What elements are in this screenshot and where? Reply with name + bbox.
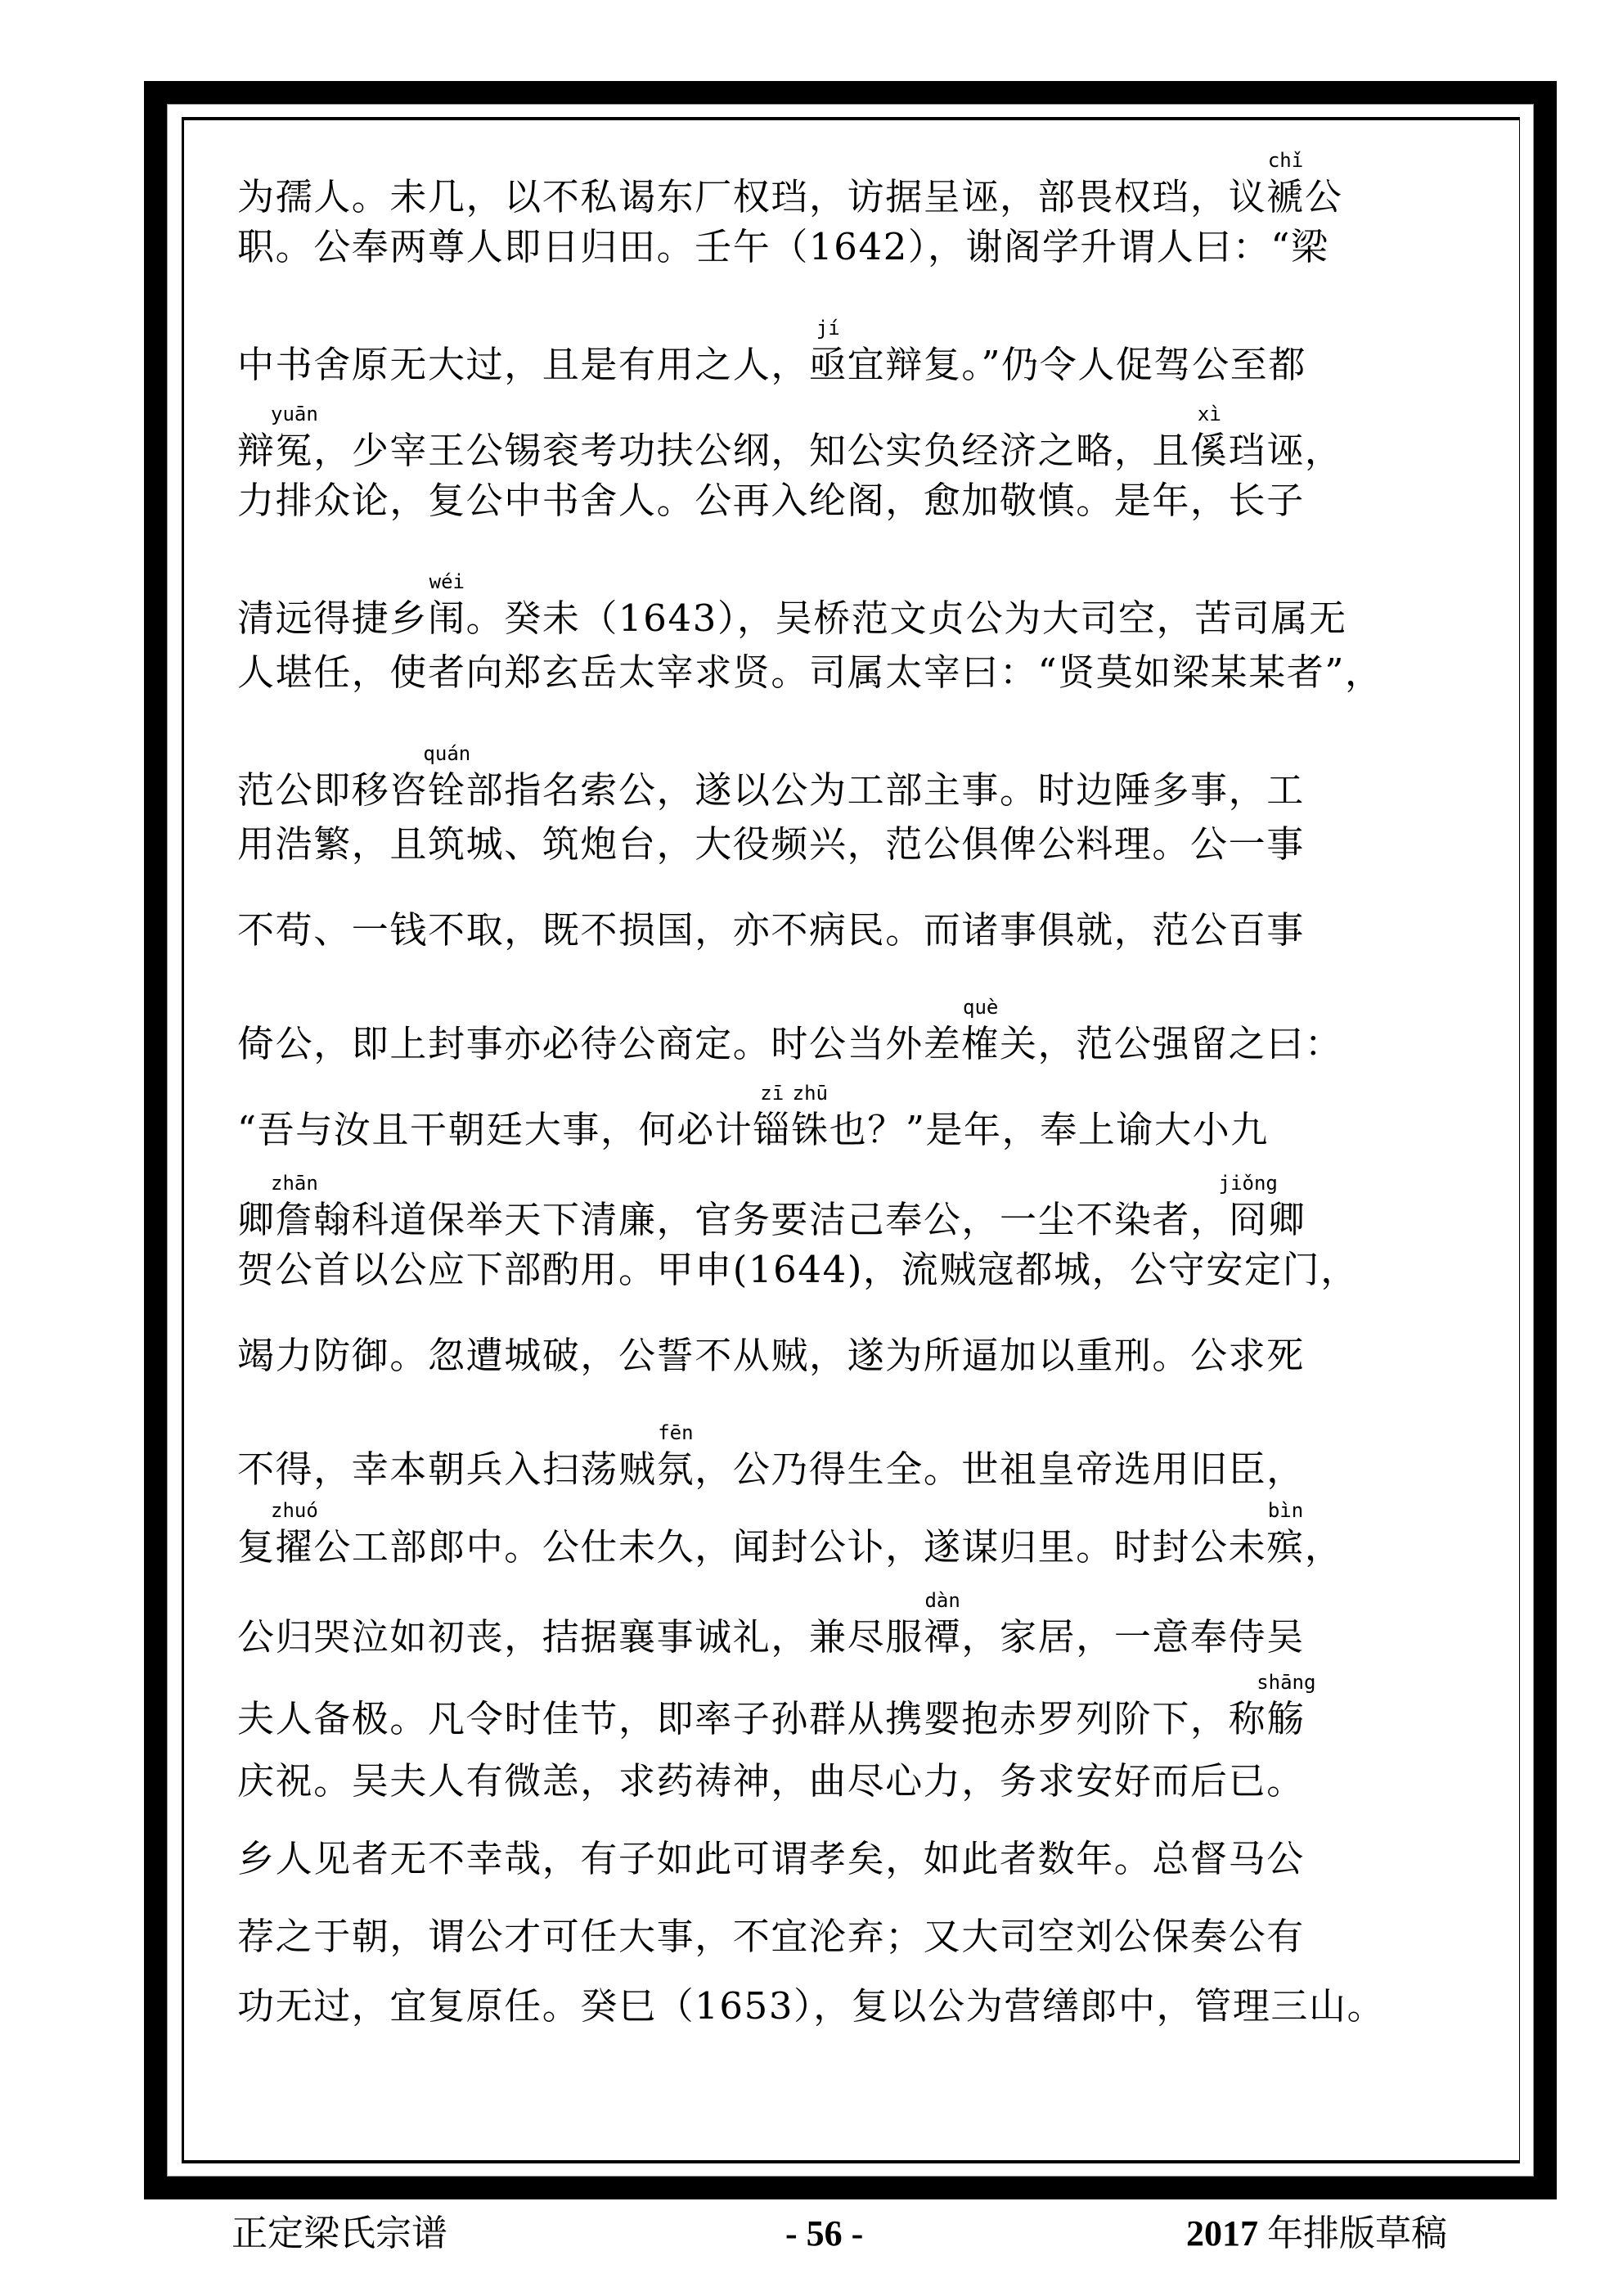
annotated-character: 褫chǐ — [1266, 149, 1305, 218]
pinyin-annotation: fēn — [656, 1421, 695, 1444]
text-line — [237, 403, 1501, 475]
text-line — [237, 570, 1501, 643]
annotated-character: 觞shāng — [1257, 1671, 1316, 1740]
annotated-character: 殡bìn — [1266, 1499, 1305, 1569]
text-segment: ，少宰王公锡衮考功扶公纲，知公实负经济之略，且 — [313, 429, 1191, 472]
footer-draft-text: 年排版草稿 — [1258, 2213, 1447, 2253]
pinyin-annotation: jiǒng — [1218, 1172, 1278, 1195]
annotated-character: 傒xì — [1190, 403, 1229, 472]
footer-book-title: 正定梁氏宗谱 — [232, 2213, 447, 2253]
annotated-character: 擢zhuó — [271, 1499, 318, 1569]
pinyin-annotation: bìn — [1266, 1499, 1305, 1522]
annotated-character: 氛fēn — [656, 1421, 695, 1491]
text-line — [237, 1082, 1501, 1155]
text-segment: 公 — [1304, 175, 1343, 218]
pinyin-annotation: wéi — [428, 570, 466, 593]
text-segment: 范公即移咨 — [237, 768, 429, 812]
text-line — [237, 223, 1501, 272]
pinyin-annotation: zhū — [791, 1082, 829, 1105]
text-line — [237, 1671, 1501, 1744]
annotated-character: 冤yuān — [271, 403, 318, 472]
text-segment: 公归哭泣如初丧，拮据襄事诚礼，兼尽服 — [237, 1615, 924, 1659]
text-segment: 公工部郎中。公仕未久，闻封公讣，遂谋归里。时封公未 — [313, 1525, 1267, 1569]
pinyin-annotation: jí — [809, 317, 847, 340]
pinyin-annotation: què — [961, 996, 1000, 1019]
text-segment: 人堪任，使者向郑玄岳太宰求贤。司属太宰曰：“贤莫如梁某某者”， — [237, 651, 1383, 694]
pinyin-annotation: dàn — [923, 1589, 962, 1612]
pinyin-annotation: zhuó — [271, 1499, 318, 1522]
text-segment: 庆祝。吴夫人有微恙，求药祷神，曲尽心力，务求安好而后已。 — [237, 1759, 1305, 1803]
text-line — [237, 476, 1501, 525]
text-line — [237, 996, 1501, 1069]
text-segment: “吾与汝且干朝廷大事，何必计 — [237, 1108, 753, 1151]
pinyin-annotation: zī — [753, 1082, 791, 1105]
text-segment: 夫人备极。凡令时佳节，即率子孙群从携婴抱赤罗列阶下，称 — [237, 1697, 1267, 1740]
text-line — [237, 1331, 1501, 1380]
pinyin-annotation: shāng — [1257, 1671, 1316, 1694]
text-line — [237, 1757, 1501, 1806]
text-segment: 竭力防御。忽遭城破，公誓不从贼，遂为所逼加以重刑。公求死 — [237, 1334, 1305, 1377]
pinyin-annotation: xì — [1190, 403, 1229, 425]
page-footer — [0, 2209, 1623, 2258]
text-segment: 职。公奉两尊人即日归田。壬午（1642），谢阁学升谓人曰：“梁 — [237, 225, 1329, 268]
text-segment: 荐之于朝，谓公才可任大事，不宜沦弃；又大司空刘公保奏公有 — [237, 1915, 1305, 1958]
annotated-character: 铨quán — [423, 742, 471, 812]
text-segment: ，家居，一意奉侍吴 — [961, 1615, 1305, 1659]
text-segment: 关，范公强留之曰： — [1000, 1022, 1343, 1065]
text-line — [237, 906, 1501, 955]
text-segment: 不得，幸本朝兵入扫荡贼 — [237, 1447, 657, 1491]
text-segment: ， — [1304, 1525, 1343, 1569]
text-line — [237, 1172, 1501, 1245]
text-segment: 倚公，即上封事亦必待公商定。时公当外差 — [237, 1022, 962, 1065]
text-segment: 珰诬， — [1228, 429, 1343, 472]
annotated-character: 冏jiǒng — [1218, 1172, 1278, 1241]
text-line — [237, 1912, 1501, 1961]
footer-year: 2017 — [1186, 2213, 1258, 2253]
pinyin-annotation: chǐ — [1266, 149, 1305, 172]
text-segment: 为孺人。未几，以不私谒东厂权珰，访据呈诬，部畏权珰，议 — [237, 175, 1267, 218]
text-segment: 翰科道保举天下清廉，官务要洁己奉公，一尘不染者， — [313, 1198, 1229, 1241]
text-line — [237, 820, 1501, 869]
pinyin-annotation: quán — [423, 742, 471, 765]
text-segment: 中书舍原无大过，且是有用之人， — [237, 343, 810, 386]
text-line — [237, 1589, 1501, 1662]
text-segment: 不苟、一钱不取，既不损国，亦不病民。而诸事俱就，范公百事 — [237, 908, 1305, 952]
text-line — [237, 648, 1501, 697]
text-segment: 清远得捷乡 — [237, 597, 429, 640]
text-segment: 卿 — [237, 1198, 276, 1241]
text-segment: 用浩繁，且筑城、筑炮台，大役频兴，范公俱俾公料理。公一事 — [237, 822, 1305, 866]
footer-page-number: - 56 - — [785, 2213, 864, 2253]
annotated-character: 禫dàn — [923, 1589, 962, 1659]
annotated-character: 詹zhān — [271, 1172, 318, 1241]
text-segment: 功无过，宜复原任。癸巳（1653），复以公为营缮郎中，管理三山。 — [237, 1984, 1386, 2028]
text-segment: 乡人见者无不幸哉，有子如此可谓孝矣，如此者数年。总督马公 — [237, 1837, 1305, 1880]
footer-draft-label — [1186, 2209, 1447, 2258]
text-segment: 卿 — [1267, 1198, 1306, 1241]
text-segment: 部指名索公，遂以公为工部主事。时边陲多事，工 — [465, 768, 1305, 812]
text-line — [237, 149, 1501, 222]
text-segment: ，公乃得生全。世祖皇帝选用旧臣， — [695, 1447, 1305, 1491]
text-line — [237, 1982, 1501, 2031]
annotated-character: 亟jí — [809, 317, 847, 386]
annotated-character: 榷què — [961, 996, 1000, 1065]
text-line — [237, 317, 1501, 389]
text-segment: 力排众论，复公中书舍人。公再入纶阁，愈加敬慎。是年，长子 — [237, 479, 1305, 522]
annotated-character: 锱zī — [753, 1082, 792, 1151]
text-segment: 宜辩复。”仍令人促驾公至都 — [847, 343, 1306, 386]
text-segment: 贺公首以公应下部酌用。甲申(1644)，流贼寇都城，公守安定门， — [237, 1248, 1359, 1291]
text-line — [237, 1499, 1501, 1572]
annotated-character: 铢zhū — [791, 1082, 829, 1151]
text-line — [237, 1835, 1501, 1884]
annotated-character: 闱wéi — [428, 570, 466, 640]
text-segment: 。癸未（1643），吴桥范文贞公为大司空，苦司属无 — [465, 597, 1347, 640]
text-line — [237, 1421, 1501, 1494]
text-segment: 辩 — [237, 429, 276, 472]
pinyin-annotation: yuān — [271, 403, 318, 425]
text-segment: 复 — [237, 1525, 276, 1569]
text-line — [237, 1245, 1501, 1294]
pinyin-annotation: zhān — [271, 1172, 318, 1195]
text-segment: 也？”是年，奉上谕大小九 — [829, 1108, 1269, 1151]
text-line — [237, 742, 1501, 815]
